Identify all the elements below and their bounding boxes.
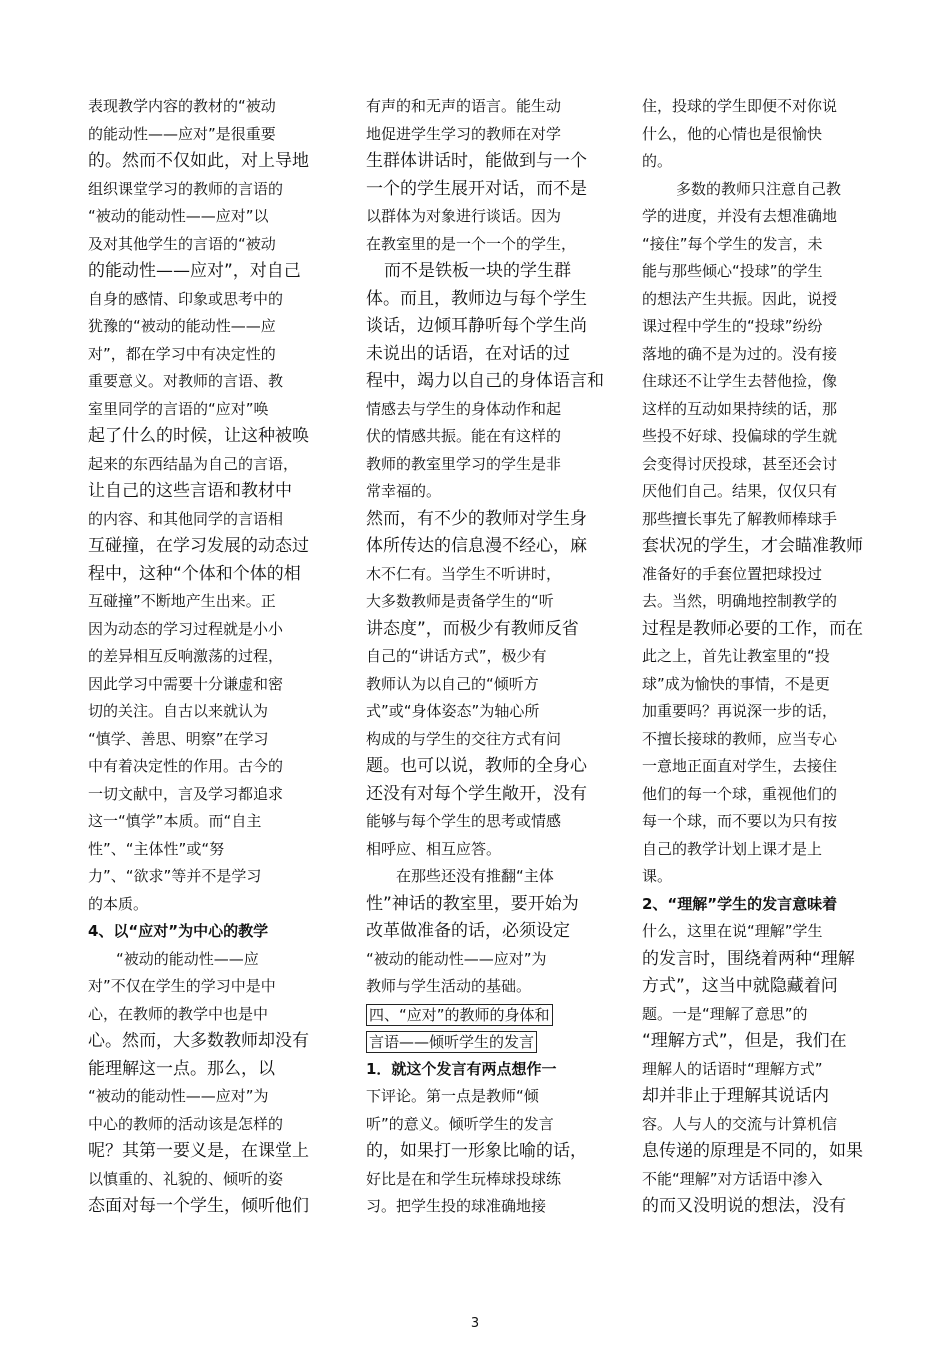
text-line: 题。也可以说，教师的全身心 <box>366 756 587 776</box>
text-line: 一意地正面直对学生，去接住 <box>642 757 838 775</box>
text-line: 教师的教室里学习的学生是非 <box>366 454 562 473</box>
text-line: 课。 <box>642 867 673 885</box>
text-line: 常幸福的。 <box>366 482 442 500</box>
text-line: 过程是教师必要的工作，而在 <box>642 618 863 639</box>
text-line: 有声的和无声的语言。能生动 <box>366 97 562 115</box>
text-line: 然而，有不少的教师对学生身 <box>366 508 587 529</box>
text-line: 互碰撞”不断地产生出来。正 <box>88 592 276 610</box>
text-line: 好比是在和学生玩棒球投球练 <box>366 1169 562 1188</box>
text-line: 什么，他的心情也是很愉快 <box>642 124 823 143</box>
text-line: 性”、“主体性”或“努 <box>88 839 225 858</box>
text-line: 下评论。第一点是教师“倾 <box>366 1087 539 1105</box>
text-line: 对”，都在学习中有决定性的 <box>88 344 276 363</box>
text-line: 性”神话的教室里，要开始为 <box>366 893 579 914</box>
text-line: “被动的能动性——应 <box>116 949 259 968</box>
text-line: 能与那些倾心“投球”的学生 <box>642 262 823 280</box>
text-line: 什么，这里在说“理解”学生 <box>642 922 823 940</box>
text-line: 讲态度”，而极少有教师反省 <box>366 618 579 639</box>
text-line: 及对其他学生的言语的“被动 <box>88 234 276 253</box>
text-line: “被动的能动性——应对”以 <box>88 207 269 225</box>
text-line: 相呼应、相互应答。 <box>366 839 502 858</box>
text-line: 生群体讲话时，能做到与一个 <box>366 151 587 171</box>
text-line: 1．就这个发言有两点想作一 <box>366 1059 557 1078</box>
text-line: 的。 <box>642 152 673 170</box>
text-line: 4、以“应对”为中心的教学 <box>88 922 269 940</box>
text-line: 教师与学生活动的基础。 <box>366 977 532 995</box>
text-line: 在教室里的是一个一个的学生， <box>366 234 577 253</box>
text-line: 木不仁有。当学生不听讲时， <box>366 564 562 583</box>
text-line: 每一个球，而不要以为只有按 <box>642 812 838 830</box>
text-line: 心，在教师的教学中也是中 <box>88 1004 269 1023</box>
text-line: 不能“理解”对方话语中渗入 <box>642 1169 823 1188</box>
text-line: 室里同学的言语的“应对”唤 <box>88 399 269 418</box>
text-line: 这一“慎学”本质。而“自主 <box>88 812 262 830</box>
text-line: 准备好的手套位置把球投过 <box>642 564 823 583</box>
text-line: 的想法产生共振。因此，说授 <box>642 289 838 308</box>
text-line: 中有着决定性的作用。古今的 <box>88 757 284 775</box>
text-line: 厌他们自己。结果，仅仅只有 <box>642 482 838 500</box>
text-line: 的能动性——应对”，对自己 <box>88 261 301 281</box>
text-line: 不擅长接球的教师，应当专心 <box>642 729 838 748</box>
text-line: 的能动性——应对”是很重要 <box>88 124 276 143</box>
text-line: 心。然而，大多数教师却没有 <box>88 1031 309 1051</box>
text-line: “慎学、善思、明察”在学习 <box>88 729 269 748</box>
text-line: 表现教学内容的教材的“被动 <box>88 97 276 115</box>
text-line: 中心的教师的活动该是怎样的 <box>88 1114 284 1133</box>
text-line: 那些擅长事先了解教师棒球手 <box>642 509 838 528</box>
text-line: 未说出的话语，在对话的过 <box>366 343 570 364</box>
text-line: 2、“理解”学生的发言意味着 <box>642 894 838 913</box>
text-line: 会变得讨厌投球，甚至还会讨 <box>642 454 838 473</box>
text-line: 程中，竭力以自己的身体语言和 <box>366 371 604 391</box>
text-line: 在那些还没有推翻“主体 <box>396 867 554 885</box>
text-line: 球”成为愉快的事情，不是更 <box>642 674 830 693</box>
text-line: 组织课堂学习的教师的言语的 <box>88 179 284 198</box>
text-line: 一切文献中，言及学习都追求 <box>88 784 284 803</box>
text-line: 理解人的话语时“理解方式” <box>642 1059 823 1078</box>
text-line: 力”、“欲求”等并不是学习 <box>88 867 262 885</box>
text-line: 自己的教学计划上课才是上 <box>642 839 823 858</box>
text-line: 四、“应对”的教师的身体和 <box>366 1004 553 1026</box>
text-line: 体所传达的信息漫不经心，麻 <box>366 536 587 556</box>
text-line: 的本质。 <box>88 894 149 913</box>
text-line: 言语——倾听学生的发言 <box>366 1031 537 1053</box>
text-line: “被动的能动性——应对”为 <box>366 949 547 968</box>
text-line: 教师认为以自己的“倾听方 <box>366 674 539 693</box>
page-number: 3 <box>470 1316 480 1331</box>
text-line: 的发言时，围绕着两种“理解 <box>642 948 855 969</box>
text-line: 还没有对每个学生敞开，没有 <box>366 783 587 804</box>
text-line: 这样的互动如果持续的话，那 <box>642 399 838 418</box>
text-line: 学的进度，并没有去想准确地 <box>642 207 838 225</box>
text-line: 却并非止于理解其说话内 <box>642 1086 829 1106</box>
text-line: 息传递的原理是不同的，如果 <box>642 1141 863 1161</box>
text-line: 听”的意义。倾听学生的发言 <box>366 1114 554 1133</box>
text-line: 方式”，这当中就隐藏着问 <box>642 976 838 996</box>
text-line: 对”不仅在学生的学习中是中 <box>88 977 276 995</box>
text-line: 式”或“身体姿态”为轴心所 <box>366 702 540 720</box>
text-line: 套状况的学生，才会瞄准教师 <box>642 536 863 556</box>
text-line: 构成的与学生的交往方式有问 <box>366 729 562 748</box>
text-line: 伏的情感共振。能在有这样的 <box>366 427 562 445</box>
text-line: 能理解这一点。那么，以 <box>88 1058 275 1079</box>
text-line: 因为动态的学习过程就是小小 <box>88 619 284 638</box>
text-line: “被动的能动性——应对”为 <box>88 1087 269 1105</box>
text-line: 改革做准备的话，必须设定 <box>366 921 570 941</box>
text-line: 住，投球的学生即便不对你说 <box>642 97 838 115</box>
text-line: 自身的感情、印象或思考中的 <box>88 289 284 308</box>
text-line: 重要意义。对教师的言语、教 <box>88 372 284 390</box>
text-line: 切的关注。自古以来就认为 <box>88 702 269 720</box>
text-line: 课过程中学生的“投球”纷纷 <box>642 317 823 335</box>
text-line: 互碰撞，在学习发展的动态过 <box>88 536 309 556</box>
text-line: 自己的“讲话方式”，极少有 <box>366 647 547 665</box>
text-line: 犹豫的“被动的能动性——应 <box>88 317 276 335</box>
text-line: 让自己的这些言语和教材中 <box>88 481 292 501</box>
text-line: 起了什么的时候，让这种被唤 <box>88 426 309 446</box>
text-line: 习。把学生投的球准确地接 <box>366 1197 547 1215</box>
text-line: 落地的确不是为过的。没有接 <box>642 344 838 363</box>
text-line: 他们的每一个球，重视他们的 <box>642 784 838 803</box>
text-line: 多数的教师只注意自己教 <box>676 179 842 198</box>
text-line: 体。而且，教师边与每个学生 <box>366 288 587 309</box>
text-line: 而不是铁板一块的学生群 <box>384 261 571 281</box>
text-line: 因此学习中需要十分谦虚和密 <box>88 674 284 693</box>
text-line: “接住”每个学生的发言，未 <box>642 234 823 253</box>
text-line: 谈话，边倾耳静听每个学生尚 <box>366 316 587 336</box>
text-line: 加重要吗？再说深一步的话， <box>642 702 838 720</box>
text-line: 态面对每一个学生，倾听他们 <box>88 1196 309 1216</box>
text-line: 此之上，首先让教室里的“投 <box>642 647 830 665</box>
text-line: 的差异相互反响激荡的过程， <box>88 647 284 665</box>
text-line: 些投不好球、投偏球的学生就 <box>642 427 838 445</box>
text-line: 一个的学生展开对话，而不是 <box>366 178 587 199</box>
text-line: 以群体为对象进行谈话。因为 <box>366 207 562 225</box>
text-line: 呢？其第一要义是，在课堂上 <box>88 1141 309 1161</box>
text-line: 的而又没明说的想法，没有 <box>642 1196 846 1216</box>
text-line: 能够与每个学生的思考或情感 <box>366 812 562 830</box>
text-line: 去。当然，明确地控制教学的 <box>642 592 838 610</box>
text-line: “理解方式”，但是，我们在 <box>642 1031 847 1051</box>
text-line: 起来的东西结晶为自己的言语， <box>88 454 299 473</box>
text-line: 容。人与人的交流与计算机信 <box>642 1114 838 1133</box>
text-line: 以慎重的、礼貌的、倾听的姿 <box>88 1169 284 1188</box>
text-line: 地促进学生学习的教师在对学 <box>366 124 562 143</box>
text-line: 住球还不让学生去替他捡，像 <box>642 372 838 390</box>
text-line: 的，如果打一形象比喻的话， <box>366 1141 587 1161</box>
text-line: 程中，这种“个体和个体的相 <box>88 563 301 584</box>
text-line: 题。一是“理解了意思”的 <box>642 1004 808 1023</box>
text-line: 的。然而不仅如此，对上导地 <box>88 151 309 171</box>
text-line: 情感去与学生的身体动作和起 <box>366 399 562 418</box>
text-line: 的内容、和其他同学的言语相 <box>88 509 284 528</box>
text-line: 大多数教师是责备学生的“听 <box>366 592 554 610</box>
